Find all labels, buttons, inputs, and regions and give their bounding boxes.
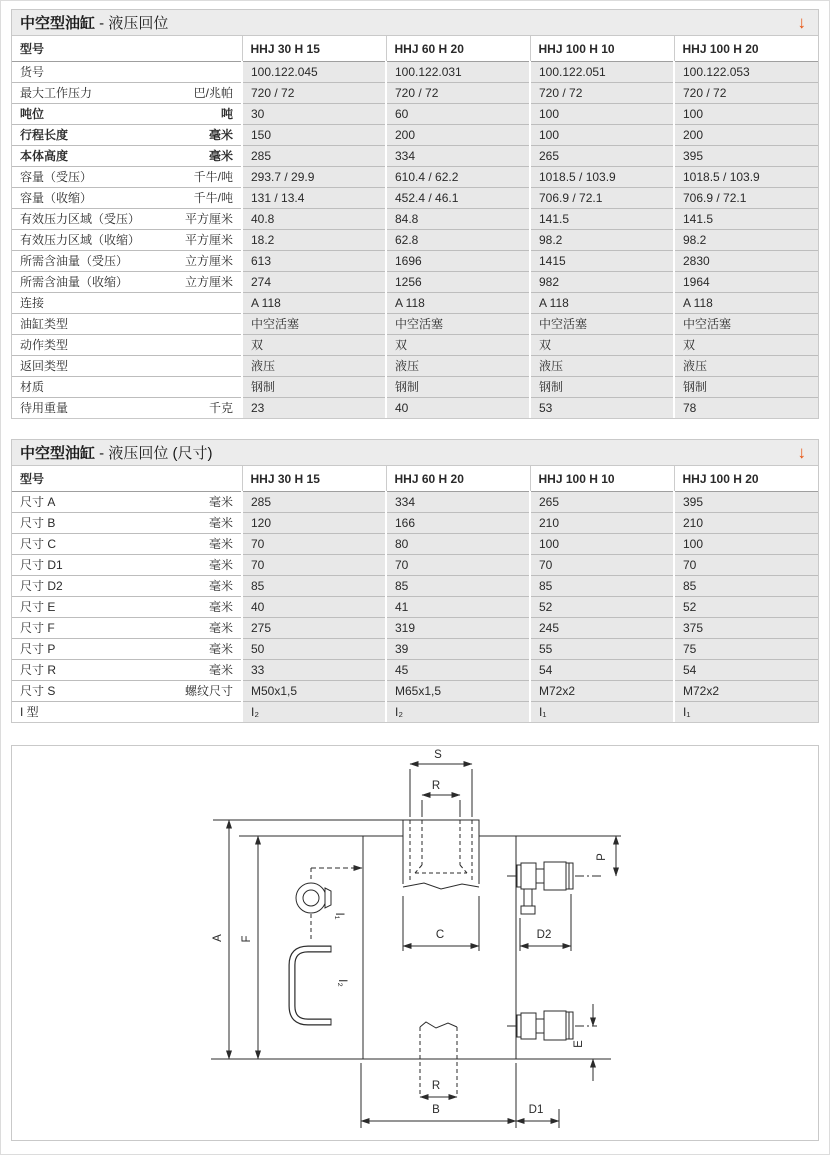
spec-value-cell: 中空活塞 [674, 314, 818, 335]
spec-value-cell: 52 [674, 597, 818, 618]
spec-value-cell: 41 [386, 597, 530, 618]
table-row [12, 660, 818, 681]
spec-value-cell: 285 [242, 146, 386, 167]
table1-title-bar [12, 10, 818, 36]
spec-label: 尺寸 D2 [20, 579, 63, 593]
spec-unit: 立方厘米 [184, 275, 233, 289]
spec-value-cell: 85 [674, 576, 818, 597]
spec-value-cell: 52 [530, 597, 674, 618]
table-row [12, 335, 818, 356]
spec-label: 货号 [20, 65, 45, 79]
dim-label-e: E [573, 1040, 585, 1048]
spec-label-cell [12, 492, 242, 513]
spec-label: 尺寸 A [20, 495, 56, 509]
spec-value-cell: 141.5 [674, 209, 818, 230]
table-row [12, 251, 818, 272]
spec-unit: 螺纹尺寸 [184, 684, 233, 698]
spec-value-cell: 33 [242, 660, 386, 681]
spec-unit: 毫米 [208, 621, 233, 635]
spec-value-cell: 中空活塞 [386, 314, 530, 335]
spec-value-cell: 钢制 [242, 377, 386, 398]
spec-label-cell [12, 251, 242, 272]
dim-label-b: B [432, 1104, 440, 1116]
spec-label-cell [12, 209, 242, 230]
spec-label-cell [12, 62, 242, 83]
spec-label-cell [12, 188, 242, 209]
spec-value-cell: 70 [242, 534, 386, 555]
spec-table [12, 36, 818, 418]
download-icon[interactable]: ↓ [797, 443, 806, 462]
spec-value-cell: 1018.5 / 103.9 [530, 167, 674, 188]
spec-value-cell: 98.2 [674, 230, 818, 251]
spec-label-cell [12, 639, 242, 660]
spec-label-cell [12, 293, 242, 314]
spec-label-cell [12, 681, 242, 702]
table-row [12, 188, 818, 209]
spec-label: 所需含油量（受压） [20, 254, 129, 268]
table-row [12, 681, 818, 702]
table-row [12, 146, 818, 167]
spec-label-cell [12, 534, 242, 555]
spec-label: I 型 [20, 705, 39, 719]
spec-value-cell: 245 [530, 618, 674, 639]
cylinder-dimension-drawing [12, 746, 820, 1138]
spec-label: 本体高度 [20, 149, 69, 163]
spec-value-cell: 84.8 [386, 209, 530, 230]
spec-unit: 毫米 [208, 149, 233, 163]
spec-value-cell: A 118 [530, 293, 674, 314]
spec-value-cell: 1415 [530, 251, 674, 272]
spec-value-cell: I₁ [674, 702, 818, 723]
spec-value-cell: A 118 [674, 293, 818, 314]
spec-value-cell: 70 [242, 555, 386, 576]
spec-value-cell: 100 [530, 125, 674, 146]
table-row [12, 356, 818, 377]
spec-label: 尺寸 C [20, 537, 57, 551]
spec-unit: 毫米 [208, 663, 233, 677]
spec-value-cell: 285 [242, 492, 386, 513]
spec-label-cell [12, 555, 242, 576]
table-row [12, 513, 818, 534]
spec-value-cell: 液压 [674, 356, 818, 377]
spec-value-cell: 706.9 / 72.1 [674, 188, 818, 209]
spec-value-cell: 钢制 [386, 377, 530, 398]
dimension-table-section [11, 439, 819, 723]
spec-label-cell [12, 597, 242, 618]
spec-value-cell: 54 [530, 660, 674, 681]
spec-value-cell: 982 [530, 272, 674, 293]
spec-value-cell: 40.8 [242, 209, 386, 230]
spec-value-cell: 452.4 / 46.1 [386, 188, 530, 209]
spec-value-cell: 166 [386, 513, 530, 534]
spec-value-cell: 100 [530, 104, 674, 125]
spec-table-section [11, 9, 819, 419]
model-name: HHJ 100 H 20 [674, 36, 818, 62]
table-row [12, 167, 818, 188]
model-name: HHJ 30 H 15 [242, 466, 386, 492]
dim-label-d1: D1 [528, 1104, 544, 1116]
header-row [12, 36, 818, 62]
spec-value-cell: 720 / 72 [530, 83, 674, 104]
spec-label: 待用重量 [20, 401, 69, 415]
spec-label: 返回类型 [20, 359, 69, 373]
table1-title: 中空型油缸 - 液压回位 [20, 15, 169, 32]
table-row [12, 272, 818, 293]
spec-value-cell: 265 [530, 492, 674, 513]
spec-value-cell: 100.122.045 [242, 62, 386, 83]
spec-value-cell: 双 [242, 335, 386, 356]
spec-value-cell: 钢制 [530, 377, 674, 398]
spec-value-cell: 中空活塞 [242, 314, 386, 335]
spec-label: 尺寸 B [20, 516, 56, 530]
spec-unit: 千牛/吨 [193, 170, 233, 184]
spec-value-cell: 30 [242, 104, 386, 125]
spec-label: 动作类型 [20, 338, 69, 352]
spec-value-cell: M65x1,5 [386, 681, 530, 702]
table2-title: 中空型油缸 - 液压回位 (尺寸) [20, 445, 213, 462]
model-name: HHJ 60 H 20 [386, 466, 530, 492]
table-row [12, 618, 818, 639]
spec-value-cell: 23 [242, 398, 386, 419]
spec-unit: 毫米 [208, 558, 233, 572]
spec-value-cell: 293.7 / 29.9 [242, 167, 386, 188]
spec-label-cell [12, 104, 242, 125]
spec-value-cell: 100.122.053 [674, 62, 818, 83]
spec-value-cell: 1964 [674, 272, 818, 293]
spec-label: 尺寸 E [20, 600, 56, 614]
table-row [12, 230, 818, 251]
table-row [12, 639, 818, 660]
spec-value-cell: 85 [386, 576, 530, 597]
spec-label: 连接 [20, 296, 45, 310]
spec-label-cell [12, 398, 242, 419]
spec-label-cell [12, 83, 242, 104]
spec-label-cell [12, 513, 242, 534]
model-name: HHJ 60 H 20 [386, 36, 530, 62]
spec-value-cell: 706.9 / 72.1 [530, 188, 674, 209]
dim-label-s: S [434, 749, 442, 761]
spec-value-cell: 53 [530, 398, 674, 419]
table-row [12, 492, 818, 513]
spec-value-cell: 78 [674, 398, 818, 419]
spec-label: 尺寸 R [20, 663, 57, 677]
table-row [12, 125, 818, 146]
spec-label: 有效压力区域（收缩） [20, 233, 141, 247]
spec-unit: 平方厘米 [184, 212, 233, 226]
table-row [12, 555, 818, 576]
spec-unit: 毫米 [208, 600, 233, 614]
dim-label-d2: D2 [536, 929, 552, 941]
spec-value-cell: 40 [386, 398, 530, 419]
spec-value-cell: 55 [530, 639, 674, 660]
table-row [12, 576, 818, 597]
spec-value-cell: 70 [386, 555, 530, 576]
spec-value-cell: 2830 [674, 251, 818, 272]
spec-value-cell: 395 [674, 146, 818, 167]
spec-value-cell: 62.8 [386, 230, 530, 251]
spec-label-cell [12, 702, 242, 723]
spec-value-cell: 100.122.031 [386, 62, 530, 83]
spec-value-cell: I₂ [386, 702, 530, 723]
spec-value-cell: 274 [242, 272, 386, 293]
spec-value-cell: 319 [386, 618, 530, 639]
spec-label: 有效压力区域（受压） [20, 212, 141, 226]
dim-label-i1: I₁ [333, 912, 345, 920]
spec-value-cell: 200 [674, 125, 818, 146]
spec-value-cell: 265 [530, 146, 674, 167]
spec-label-cell [12, 272, 242, 293]
spec-value-cell: 85 [242, 576, 386, 597]
spec-label: 材质 [20, 380, 45, 394]
spec-value-cell: M72x2 [674, 681, 818, 702]
spec-label-cell [12, 314, 242, 335]
spec-value-cell: 100 [530, 534, 674, 555]
spec-value-cell: M72x2 [530, 681, 674, 702]
spec-label: 容量（受压） [20, 170, 93, 184]
spec-value-cell: 1696 [386, 251, 530, 272]
spec-label-cell [12, 167, 242, 188]
spec-value-cell: 中空活塞 [530, 314, 674, 335]
spec-label-cell [12, 660, 242, 681]
model-name: HHJ 100 H 10 [530, 36, 674, 62]
spec-value-cell: 150 [242, 125, 386, 146]
spec-value-cell: I₁ [530, 702, 674, 723]
spec-unit: 立方厘米 [184, 254, 233, 268]
dim-label-r-bottom: R [431, 1080, 441, 1092]
table2-title-bar [12, 440, 818, 466]
spec-value-cell: 60 [386, 104, 530, 125]
spec-label-cell [12, 618, 242, 639]
spec-value-cell: 1018.5 / 103.9 [674, 167, 818, 188]
spec-value-cell: 54 [674, 660, 818, 681]
spec-value-cell: 钢制 [674, 377, 818, 398]
spec-value-cell: 375 [674, 618, 818, 639]
spec-unit: 千克 [208, 401, 233, 415]
spec-label-cell [12, 230, 242, 251]
spec-label-cell [12, 356, 242, 377]
spec-value-cell: 100 [674, 104, 818, 125]
spec-label: 尺寸 D1 [20, 558, 63, 572]
spec-value-cell: 50 [242, 639, 386, 660]
table-row [12, 398, 818, 419]
table-row [12, 702, 818, 723]
spec-value-cell: 210 [530, 513, 674, 534]
model-name: HHJ 30 H 15 [242, 36, 386, 62]
table-row [12, 83, 818, 104]
spec-value-cell: 双 [386, 335, 530, 356]
spec-unit: 毫米 [208, 128, 233, 142]
spec-value-cell: 613 [242, 251, 386, 272]
spec-label: 行程长度 [20, 128, 69, 142]
spec-value-cell: 39 [386, 639, 530, 660]
spec-label: 尺寸 P [20, 642, 56, 656]
dim-label-r-top: R [431, 780, 441, 792]
spec-value-cell: M50x1,5 [242, 681, 386, 702]
table-row [12, 534, 818, 555]
spec-value-cell: 334 [386, 146, 530, 167]
spec-unit: 毫米 [208, 495, 233, 509]
table-row [12, 209, 818, 230]
model-name: HHJ 100 H 10 [530, 466, 674, 492]
spec-label: 容量（收缩） [20, 191, 93, 205]
spec-value-cell: 141.5 [530, 209, 674, 230]
spec-value-cell: A 118 [386, 293, 530, 314]
table-row [12, 62, 818, 83]
spec-value-cell: 70 [674, 555, 818, 576]
table-row [12, 293, 818, 314]
spec-label-cell [12, 377, 242, 398]
spec-label-cell [12, 335, 242, 356]
spec-value-cell: 210 [674, 513, 818, 534]
spec-value-cell: 275 [242, 618, 386, 639]
table-row [12, 377, 818, 398]
spec-value-cell: 720 / 72 [386, 83, 530, 104]
technical-drawing-panel [11, 745, 819, 1141]
spec-label-cell [12, 125, 242, 146]
spec-value-cell: 液压 [530, 356, 674, 377]
spec-label: 最大工作压力 [20, 86, 93, 100]
table-row [12, 104, 818, 125]
spec-value-cell: 720 / 72 [674, 83, 818, 104]
table-row [12, 597, 818, 618]
spec-value-cell: 70 [530, 555, 674, 576]
spec-value-cell: 200 [386, 125, 530, 146]
spec-value-cell: 720 / 72 [242, 83, 386, 104]
spec-unit: 千牛/吨 [193, 191, 233, 205]
model-column-header: 型号 [12, 36, 242, 62]
spec-value-cell: 40 [242, 597, 386, 618]
spec-value-cell: 45 [386, 660, 530, 681]
spec-value-cell: 100.122.051 [530, 62, 674, 83]
spec-label-cell [12, 146, 242, 167]
spec-value-cell: 80 [386, 534, 530, 555]
dim-label-f: F [241, 935, 253, 943]
spec-value-cell: 液压 [242, 356, 386, 377]
spec-unit: 巴/兆帕 [193, 86, 233, 100]
spec-value-cell: 18.2 [242, 230, 386, 251]
dim-label-i2: I₂ [336, 979, 348, 987]
download-icon[interactable]: ↓ [797, 13, 806, 32]
model-name: HHJ 100 H 20 [674, 466, 818, 492]
spec-value-cell: 双 [674, 335, 818, 356]
spec-value-cell: 120 [242, 513, 386, 534]
spec-value-cell: 98.2 [530, 230, 674, 251]
spec-value-cell: 100 [674, 534, 818, 555]
spec-value-cell: 85 [530, 576, 674, 597]
header-row [12, 466, 818, 492]
spec-unit: 毫米 [208, 537, 233, 551]
dim-label-p: P [596, 853, 608, 861]
dim-label-c: C [435, 929, 445, 941]
spec-value-cell: 1256 [386, 272, 530, 293]
spec-label-cell [12, 576, 242, 597]
spec-unit: 吨 [220, 107, 233, 121]
spec-value-cell: 131 / 13.4 [242, 188, 386, 209]
spec-value-cell: 395 [674, 492, 818, 513]
spec-unit: 毫米 [208, 516, 233, 530]
spec-label: 尺寸 F [20, 621, 55, 635]
spec-value-cell: 610.4 / 62.2 [386, 167, 530, 188]
spec-label: 吨位 [20, 107, 45, 121]
spec-value-cell: 液压 [386, 356, 530, 377]
spec-value-cell: I₂ [242, 702, 386, 723]
spec-unit: 毫米 [208, 642, 233, 656]
dim-label-a: A [212, 934, 224, 942]
spec-label: 油缸类型 [20, 317, 69, 331]
table-row [12, 314, 818, 335]
spec-value-cell: 75 [674, 639, 818, 660]
spec-unit: 毫米 [208, 579, 233, 593]
model-column-header: 型号 [12, 466, 242, 492]
spec-value-cell: 双 [530, 335, 674, 356]
spec-label: 尺寸 S [20, 684, 56, 698]
spec-unit: 平方厘米 [184, 233, 233, 247]
dimension-table [12, 466, 818, 722]
spec-value-cell: 334 [386, 492, 530, 513]
spec-label: 所需含油量（收缩） [20, 275, 129, 289]
spec-value-cell: A 118 [242, 293, 386, 314]
